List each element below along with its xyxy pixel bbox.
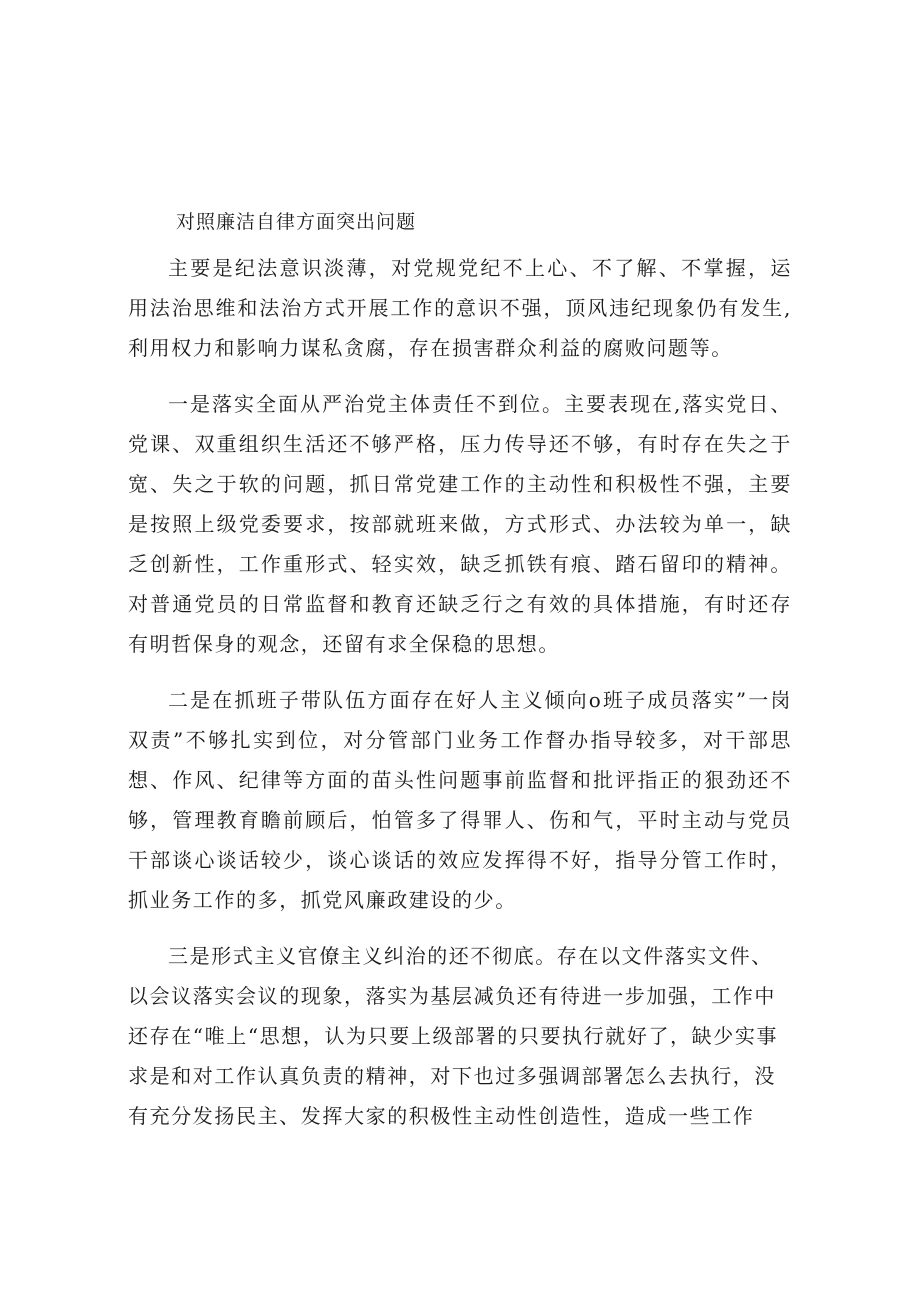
paragraph-point-one: 一是落实全面从严治党主体责任不到位。主要表现在,落实党日、党课、双重组织生活还不够严格，压力传导还不够，有时存在失之于宽、失之于软的问题，抓日常党建工作的主动性和积极性不强，主要是按照上级党委要求，按部就班来做，方式形式、办法较为单一，缺乏创新性，工作重形式、轻实效，缺乏抓铁有痕、踏石留印的精神。对普通党员的日常监督和教育还缺乏行之有效的具体措施，有时还存有明哲保身的观念，还留有求全保稳的思想。	[128, 392, 792, 656]
document-body	[128, 208, 792, 1136]
paragraph-summary: 主要是纪法意识淡薄，对党规党纪不上心、不了解、不掌握，运用法治思维和法治方式开展工作的意识不强，顶风违纪现象仍有发生,利用权力和影响力谋私贪腐，存在损害群众利益的腐败问题等。	[128, 256, 792, 360]
paragraph-point-three: 三是形式主义官僚主义纠治的还不彻底。存在以文件落实文件、以会议落实会议的现象，落实为基层减负还有待进一步加强，工作中还存在“唯上“思想，认为只要上级部署的只要执行就好了，缺少实事求是和对工作认真负责的精神，对下也过多强调部署怎么去执行，没有充分发扬民主、发挥大家的积极性主动性创造性，造成一些工作	[128, 944, 779, 1128]
document-title: 对照廉洁自律方面突出问题	[176, 211, 417, 233]
paragraph-point-two: 二是在抓班子带队伍方面存在好人主义倾向o班子成员落实”一岗双责”不够扎实到位，对分管部门业务工作督办指导较多，对干部思想、作风、纪律等方面的苗头性问题事前监督和批评指正的狠劲还不够，管理教育瞻前顾后，怕管多了得罪人、伤和气，平时主动与党员干部谈心谈话较少，谈心谈话的效应发挥得不好，指导分管工作时，抓业务工作的多，抓党风廉政建设的少。	[128, 688, 792, 912]
